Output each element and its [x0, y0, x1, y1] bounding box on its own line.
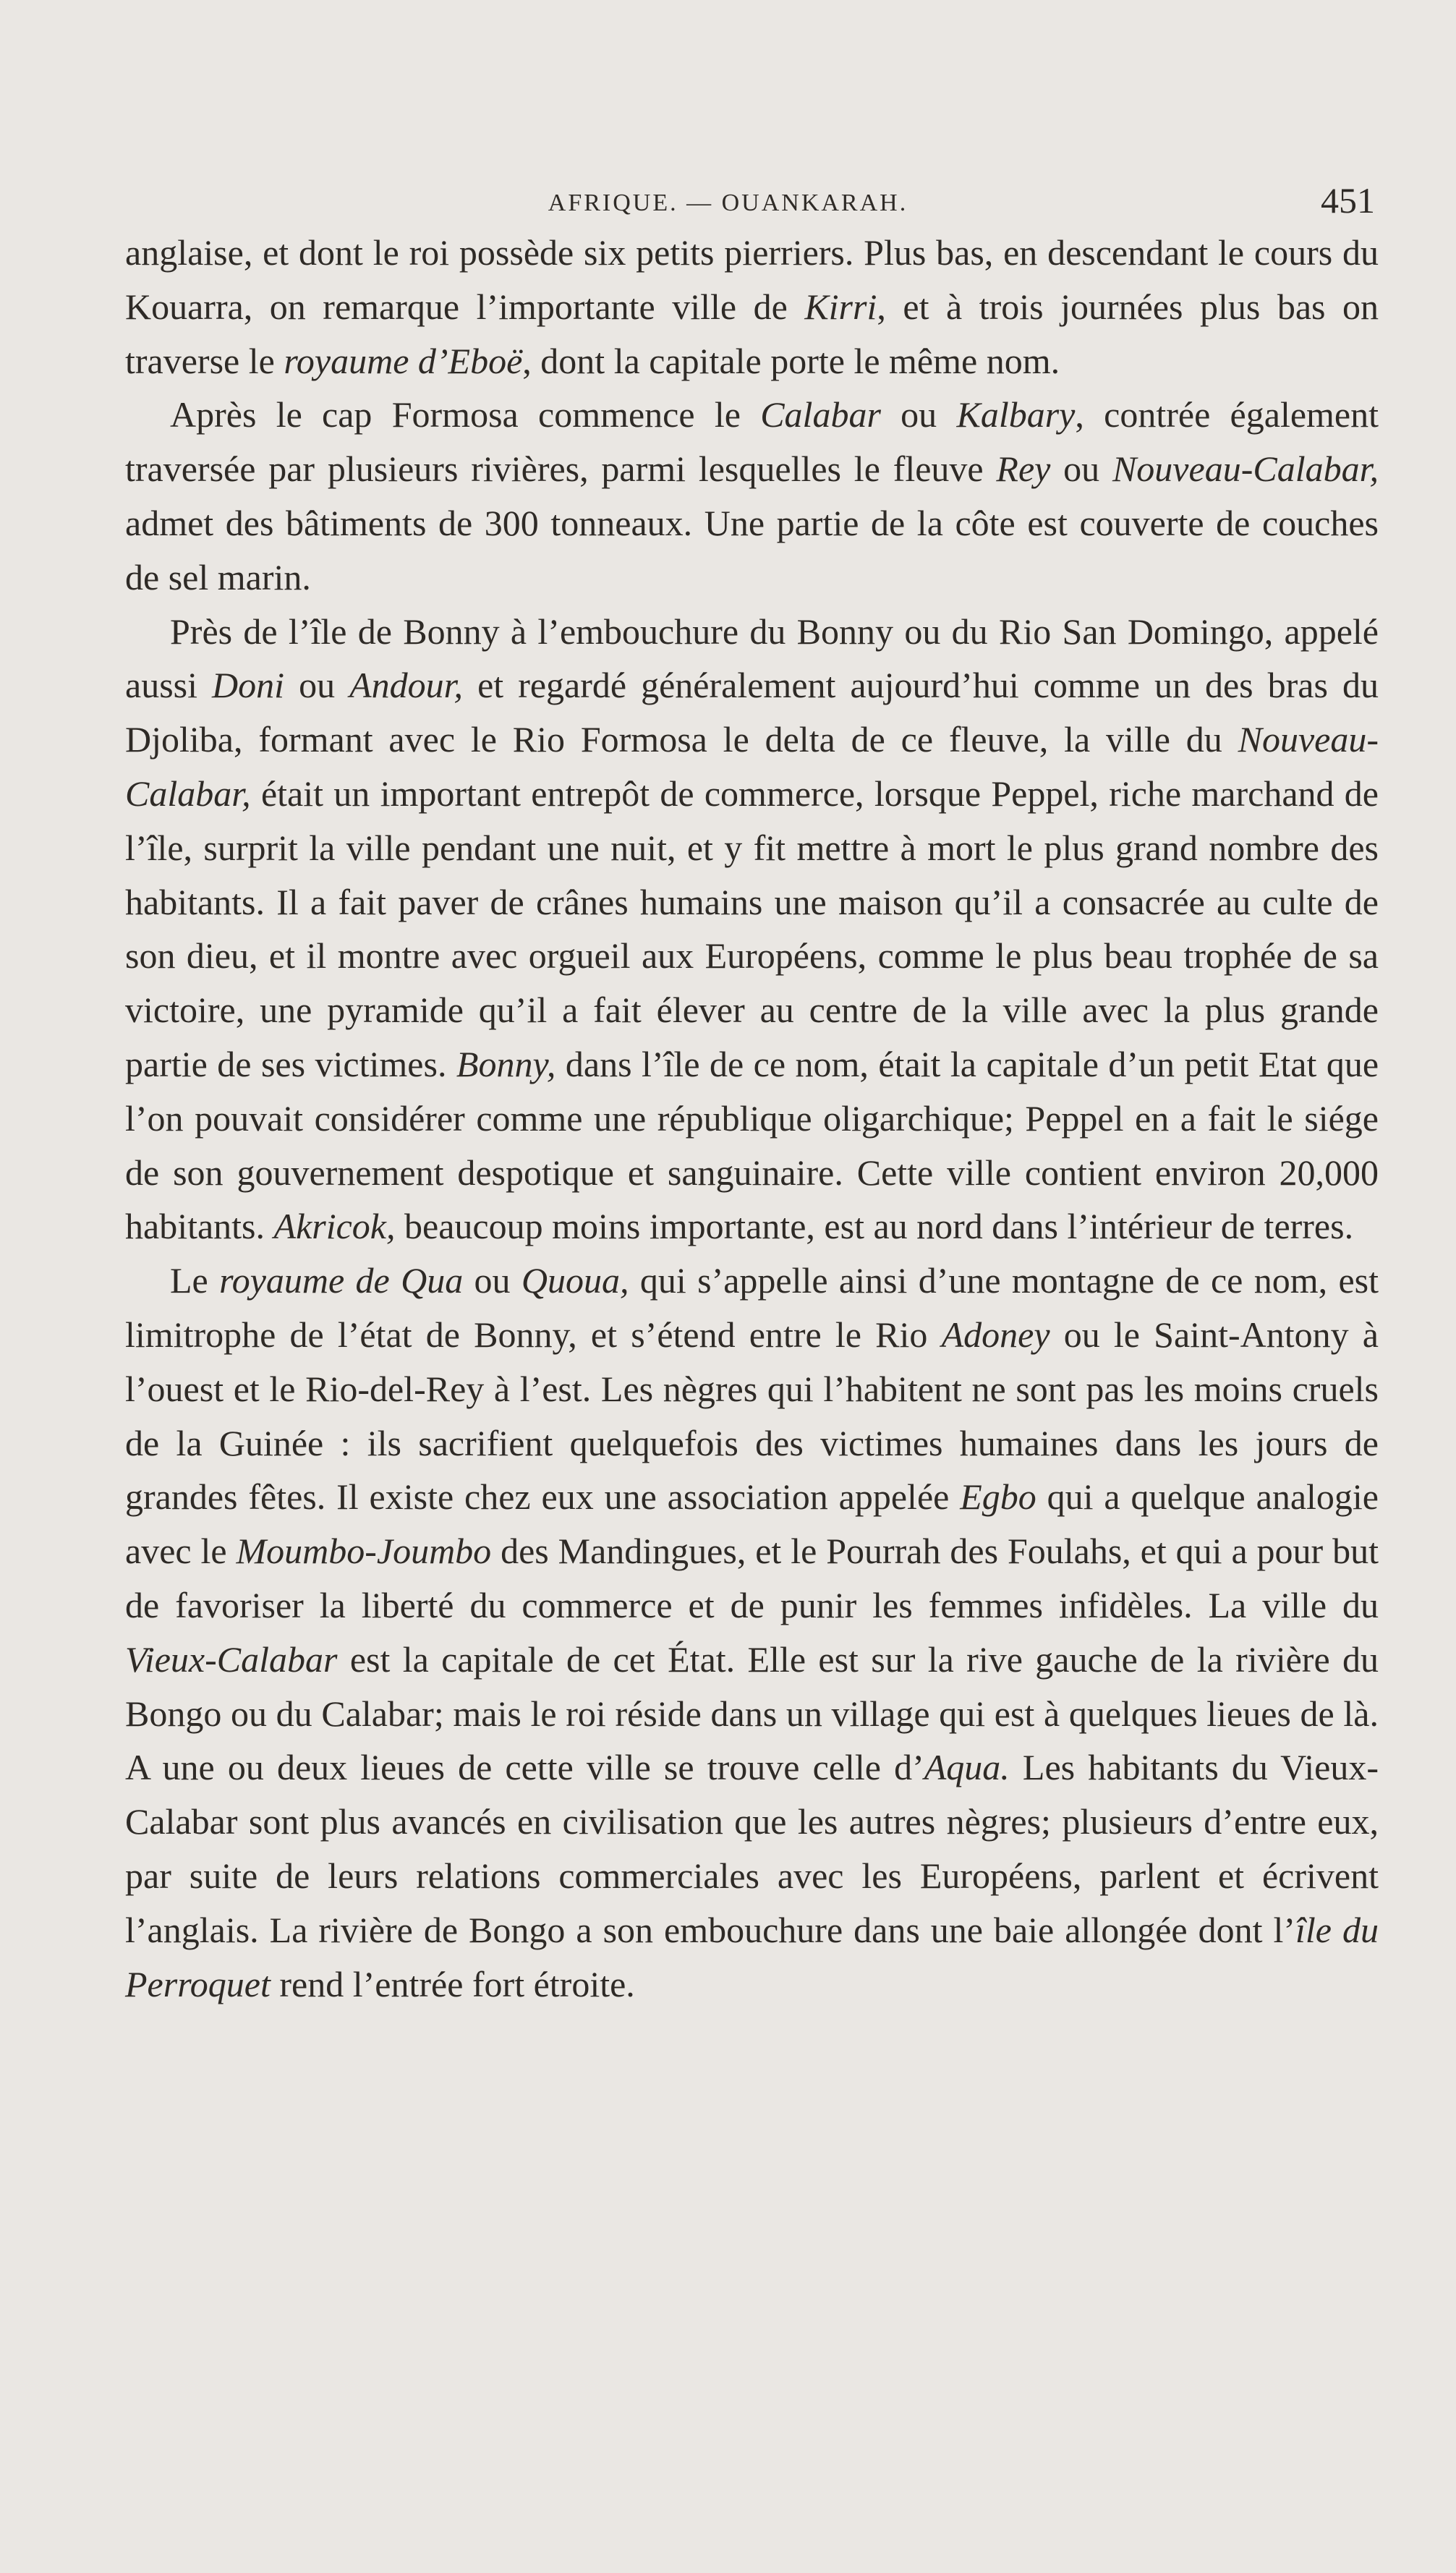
italic-term: Calabar: [760, 394, 881, 435]
text-run: Près de l’île de Bonny à l’embouchure du Bonny ou du Rio San Domingo, appelé aussi: [125, 611, 1379, 706]
italic-term: Doni: [212, 665, 285, 706]
text-run: , contrée également traversée par plusieurs rivières, parmi lesquelles le fleuve: [125, 394, 1379, 490]
italic-term: Moumbo-Joumbo: [236, 1531, 492, 1572]
text-run: ou: [463, 1260, 521, 1301]
text-run: et regardé généralement aujourd’hui comme un des bras du Djoliba, formant avec le Rio Formosa le delta de ce fleuve, la ville du: [125, 665, 1379, 760]
page-header: [0, 179, 1456, 230]
text-run: Après le cap Formosa commence le: [170, 394, 761, 435]
text-run: Le: [170, 1260, 220, 1301]
italic-term: Adoney: [941, 1314, 1050, 1355]
text-run: était un important entrepôt de commerce, lorsque Peppel, riche marchand de l’île, surprit la ville pendant une nuit, et y fit mettre à mort le plus grand nombre des habitants. Il a fait paver de crânes humains une maison qu’il a consacrée au culte de son dieu, et il montre avec orgueil aux Européens, comme le plus beau trophée de sa victoire, une pyramide qu’il a fait élever au centre de la ville avec la plus grande partie de ses victimes.: [125, 773, 1379, 1084]
text-run: qui s’appelle ainsi d’une montagne de ce nom, est limitrophe de l’état de Bonny, et s’étend entre le Rio: [125, 1260, 1379, 1355]
page-number: 451: [1321, 180, 1375, 221]
italic-term: île du Perroquet: [125, 1909, 1379, 2004]
running-head: AFRIQUE. — OUANKARAH.: [548, 190, 908, 216]
italic-term: Nouveau-Calabar,: [1112, 448, 1379, 490]
text-run: ou: [1050, 448, 1112, 490]
text-run: ou: [880, 394, 957, 435]
italic-term: royaume d’Eboë: [284, 340, 523, 381]
italic-term: Rey: [996, 448, 1051, 490]
italic-term: Andour,: [349, 665, 464, 706]
italic-term: Aqua.: [924, 1747, 1010, 1788]
text-run: est la capitale de cet État. Elle est sur la rive gauche de la rivière du Bongo ou du Calabar; mais le roi réside dans un village qui est à quelques lieues de là. A une ou deux lieues de cette ville se trouve celle d’: [125, 1638, 1379, 1788]
italic-term: Egbo: [960, 1476, 1036, 1518]
italic-term: Kalbary: [956, 394, 1076, 435]
italic-term: Nouveau-Calabar,: [125, 719, 1379, 814]
text-run: beaucoup moins importante, est au nord dans l’intérieur de terres.: [395, 1206, 1354, 1247]
body-text: [125, 226, 1379, 2011]
italic-term: royaume de Qua: [219, 1260, 464, 1301]
text-run: qui a quelque analogie avec le: [125, 1476, 1379, 1572]
text-run: rend l’entrée fort étroite.: [270, 1963, 635, 2004]
paragraph-3: [125, 605, 1379, 1254]
italic-term: Quoua,: [521, 1260, 629, 1301]
italic-term: Akricok,: [273, 1206, 396, 1247]
text-run: admet des bâtiments de 300 tonneaux. Une partie de la côte est couverte de couches de sel marin.: [125, 502, 1379, 597]
paragraph-1: [125, 226, 1379, 388]
text-run: , et à trois journées plus bas on traverse le: [125, 286, 1379, 381]
text-run: des Mandingues, et le Pourrah des Foulahs, et qui a pour but de favoriser la liberté du commerce et de punir les femmes infidèles. La ville du: [125, 1531, 1379, 1625]
text-run: anglaise, et dont le roi possède six petits pierriers. Plus bas, en descendant le cours du Kouarra, on remarque l’importante ville de: [125, 232, 1379, 327]
paragraph-4: [125, 1254, 1379, 2011]
italic-term: Bonny,: [456, 1043, 556, 1084]
text-run: dans l’île de ce nom, était la capitale d’un petit Etat que l’on pouvait considérer comme une république oligarchique; Peppel en a fait le siége de son gouvernement despotique et sanguinaire. Cette ville contient environ 20,000 habitants.: [125, 1043, 1379, 1247]
italic-term: Vieux-Calabar: [125, 1638, 338, 1680]
text-run: , dont la capitale porte le même nom.: [522, 340, 1060, 381]
italic-term: Kirri: [804, 286, 877, 327]
text-run: ou le Saint-Antony à l’ouest et le Rio-del-Rey à l’est. Les nègres qui l’habitent ne sont pas les moins cruels de la Guinée : ils sacrifient quelquefois des victimes humaines dans les jours de grandes fêtes. Il existe chez eux une association appelée: [125, 1314, 1379, 1518]
text-run: ou: [284, 665, 350, 706]
text-run: Les habitants du Vieux-Calabar sont plus avancés en civilisation que les autres nègres; plusieurs d’entre eux, par suite de leurs relations commerciales avec les Européens, parlent et écrivent l’anglais. La rivière de Bongo a son embouchure dans une baie allongée dont l’: [125, 1747, 1379, 1950]
paragraph-2: [125, 388, 1379, 604]
